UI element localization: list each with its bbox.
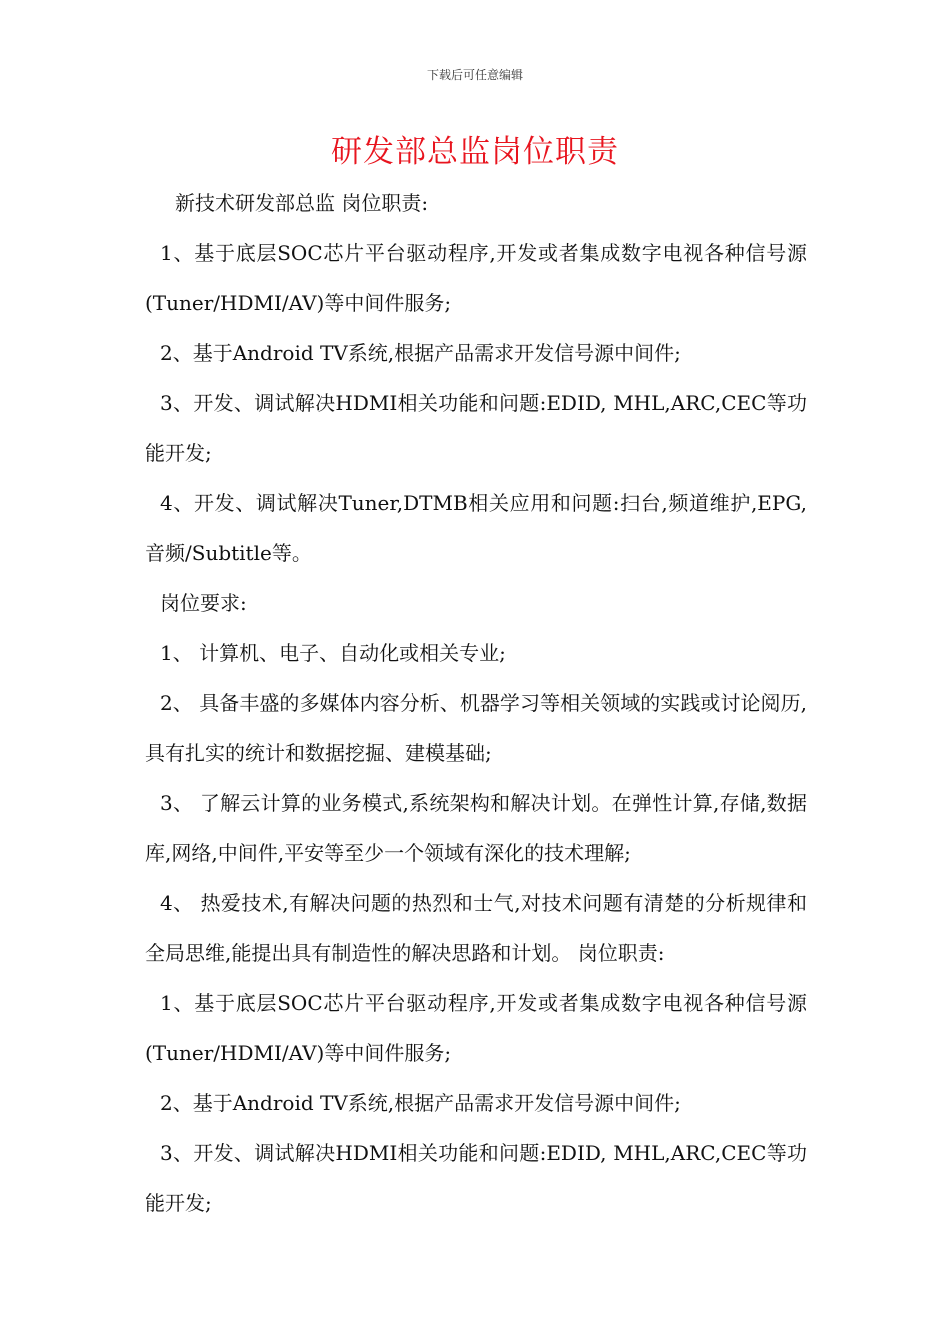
paragraph: 3、开发、调试解决HDMI相关功能和问题:EDID, MHL,ARC,CEC等功能开发; bbox=[145, 391, 807, 465]
document-body bbox=[145, 178, 807, 1228]
section-heading-responsibilities: 新技术研发部总监 岗位职责: bbox=[175, 191, 429, 215]
section-heading-requirements: 岗位要求: bbox=[160, 591, 247, 615]
page-header: 下载后可任意编辑 bbox=[426, 68, 523, 82]
paragraph: 1、 计算机、电子、自动化或相关专业; bbox=[160, 641, 506, 665]
document-title: 研发部总监岗位职责 bbox=[331, 134, 619, 170]
paragraph: 4、开发、调试解决Tuner,DTMB相关应用和问题:扫台,频道维护,EPG,音频/Subtitle等。 bbox=[145, 491, 807, 565]
paragraph: 3、开发、调试解决HDMI相关功能和问题:EDID, MHL,ARC,CEC等功能开发; bbox=[145, 1141, 807, 1215]
paragraph: 1、基于底层SOC芯片平台驱动程序,开发或者集成数字电视各种信号源(Tuner/HDMI/AV)等中间件服务; bbox=[145, 241, 807, 315]
paragraph: 1、基于底层SOC芯片平台驱动程序,开发或者集成数字电视各种信号源(Tuner/HDMI/AV)等中间件服务; bbox=[145, 991, 807, 1065]
paragraph: 3、 了解云计算的业务模式,系统架构和解决计划。在弹性计算,存储,数据库,网络,中间件,平安等至少一个领域有深化的技术理解; bbox=[145, 791, 807, 865]
paragraph: 2、 具备丰盛的多媒体内容分析、机器学习等相关领域的实践或讨论阅历,具有扎实的统计和数据挖掘、建模基础; bbox=[145, 691, 807, 765]
paragraph: 4、 热爱技术,有解决问题的热烈和士气,对技术问题有清楚的分析规律和全局思维,能提出具有制造性的解决思路和计划。 岗位职责: bbox=[145, 891, 807, 965]
paragraph: 2、基于Android TV系统,根据产品需求开发信号源中间件; bbox=[160, 341, 681, 365]
paragraph: 2、基于Android TV系统,根据产品需求开发信号源中间件; bbox=[160, 1091, 681, 1115]
